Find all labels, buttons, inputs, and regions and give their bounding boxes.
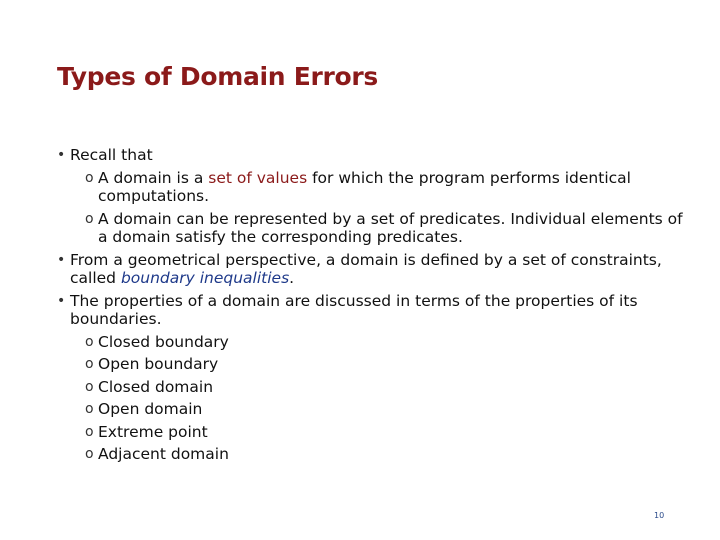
sub-bullet-item <box>71 210 695 247</box>
sub-bullet-item <box>71 445 695 464</box>
sub-bullet-marker: o <box>85 333 94 350</box>
slide-body <box>55 146 695 468</box>
sub-bullet-marker: o <box>85 401 94 417</box>
sub-bullet-text: Adjacent domain <box>98 445 229 463</box>
sub-bullet-text: Extreme point <box>98 422 208 441</box>
bullet-text: Recall that <box>70 146 153 164</box>
sub-bullet-item <box>71 169 695 206</box>
highlight-boundary-inequalities: boundary inequalities <box>120 269 290 287</box>
sub-bullet-text: Open boundary <box>98 355 219 373</box>
bullet-text-after: . <box>289 269 295 287</box>
sub-bullet-item <box>71 378 695 397</box>
bullet-marker: • <box>57 292 66 309</box>
sub-bullet-item <box>71 355 695 374</box>
bullet-item <box>55 146 695 165</box>
bullet-marker: • <box>57 251 66 268</box>
sub-bullet-text: Closed domain <box>98 377 214 396</box>
sub-bullet-item <box>71 423 695 442</box>
bullet-text: The properties of a domain are discussed in terms of the properties of its boundaries. <box>70 291 638 328</box>
sub-bullet-text: A domain can be represented by a set of predicates. Individual elements of a domain satisfy the corresponding predicates. <box>98 209 683 246</box>
sub-bullet-marker: o <box>85 356 94 372</box>
sub-bullet-marker: o <box>85 169 94 186</box>
bullet-item <box>55 292 695 329</box>
sub-bullet-text-after: for which the program performs identical computations. <box>98 168 631 205</box>
sub-bullet-item <box>71 400 695 419</box>
slide-title: Types of Domain Errors <box>57 62 379 91</box>
sub-bullet-marker: o <box>85 423 94 440</box>
sub-bullet-marker: o <box>85 378 94 395</box>
sub-bullet-text-before: A domain is a <box>98 168 209 187</box>
bullet-item <box>55 251 695 288</box>
sub-bullet-text: Open domain <box>98 400 203 418</box>
sub-bullet-text: Closed boundary <box>98 332 229 351</box>
bullet-marker: • <box>57 147 66 163</box>
sub-bullet-marker: o <box>85 446 94 462</box>
page-number: 10 <box>654 511 665 520</box>
sub-bullet-item <box>71 333 695 352</box>
sub-bullet-marker: o <box>85 210 94 227</box>
highlight-set-of-values: set of values <box>208 168 308 187</box>
bullet-text-before: From a geometrical perspective, a domain is defined by a set of constraints, called <box>70 250 662 287</box>
